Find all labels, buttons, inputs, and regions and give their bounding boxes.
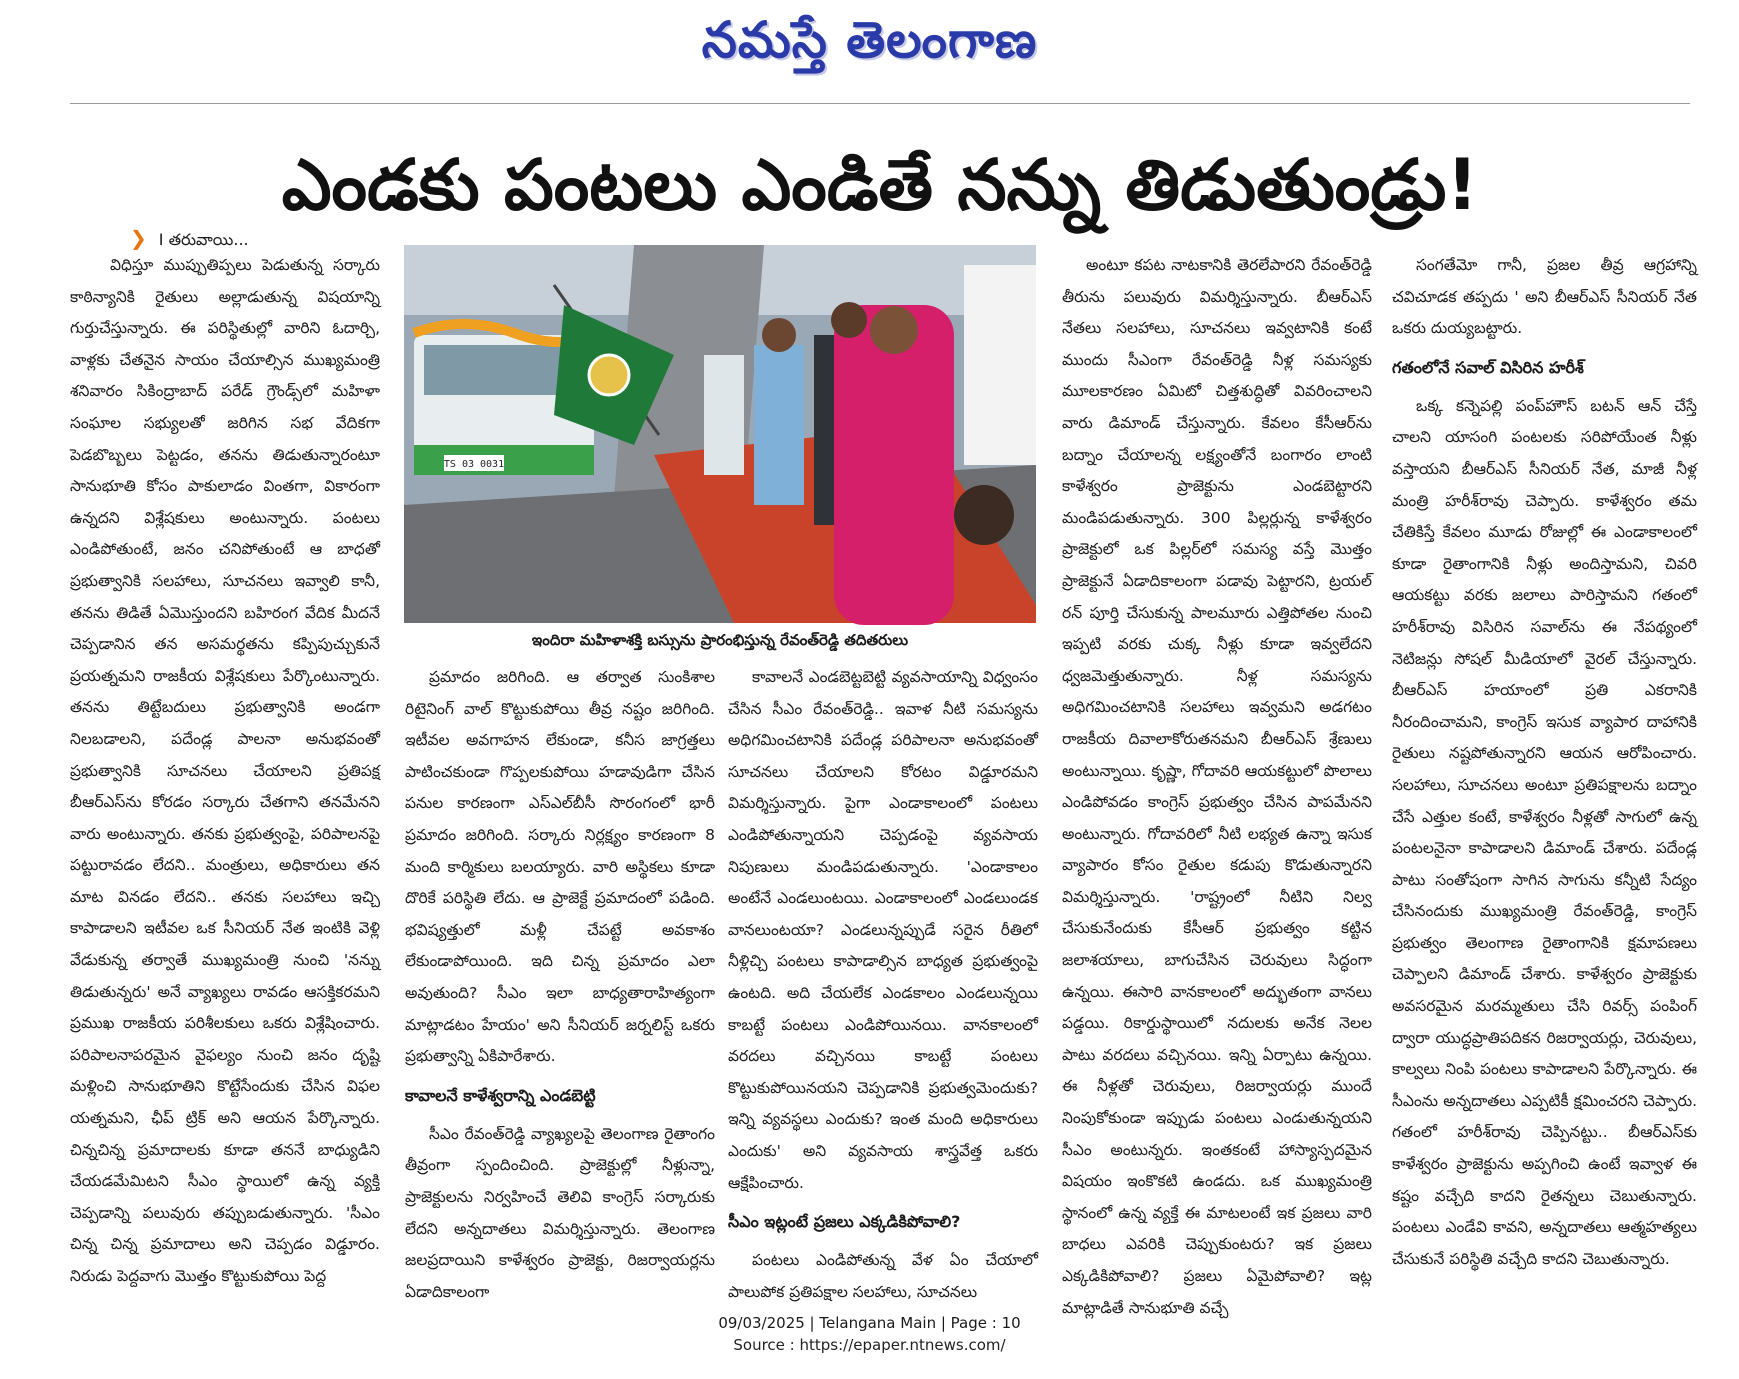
subheading: కావాలనే కాళేశ్వరాన్ని ఎండబెట్టి [405,1085,596,1105]
article-column-4 [1062,250,1372,1317]
continuation-label: I తరువాయి... [158,230,249,249]
news-photo [404,245,1036,623]
paragraph: పంటలు ఎండిపోతున్న వేళ ఏం చేయాలో పాలుపోక ప్రతిపక్షాల సలహాలు, సూచనలు [728,1251,1038,1301]
paragraph: విధిస్తూ ముప్పుతిప్పలు పెడుతున్న సర్కారు కాఠిన్యానికి రైతులు అల్లాడుతున్న విషయాన్ని గుర్తుచేస్తున్నారు. ఈ పరిస్థితుల్లో వారిని ఓదార్చి, వాళ్లకు చేతనైన సాయం చేయాల్సిన ముఖ్యమంత్రి శనివారం సికింద్రాబాద్ పరేడ్ గ్రౌండ్స్‌లో మహిళా సంఘాల సభ్యులతో జరిగిన సభ వేదికగా పెడబొబ్బలు పెట్టడం, తనను తిడుతున్నారంటూ సానుభూతి కోసం పాకులాడం వింతగా, వికారంగా ఉన్నదని విశ్లేషకులు అంటున్నారు. పంటలు ఎండిపోతుంటే, జనం చనిపోతుంటే ఆ బాధతో ప్రభుత్వానికి సలహాలు, సూచనలు ఇవ్వాలి కానీ, తనను తిడితే ఏమొస్తుందని బహిరంగ వేదిక మీదనే చెప్పడానిన తన అసమర్థతను కప్పిపుచ్చుకునే ప్రయత్నమని రాజకీయ విశ్లేషకులు పేర్కొంటున్నారు. తనను తిట్టేబదులు ప్రభుత్వానికి అండగా నిలబడాలని, పదేండ్ల పాలనా అనుభవంతో ప్రభుత్వానికి సూచనలు చేయాలని ప్రతిపక్ష బీఆర్‌ఎస్‌ను కోరడం సర్కారు చేతగాని తనమేనని వారు అంటున్నారు. తనకు ప్రభుత్వంపై, పరిపాలనపై పట్టురావడం లేదని.. మంత్రులు, అధికారులు తన మాట వినడం లేదని.. తనకు సలహాలు ఇచ్చి కాపాడాలని ఇటీవల ఒక సీనియర్ నేత ఇంటికి వెళ్లి వేడుకున్న తర్వాతే ముఖ్యమంత్రి నుంచి 'నన్ను తిడుతున్నరు' అనే వ్యాఖ్యలు రావడం ఆసక్తికరమని ప్రముఖ రాజకీయ పరిశీలకులు ఒకరు విశ్లేషించారు. పరిపాలనాపరమైన వైఫల్యం నుంచి జనం దృష్టి మళ్లించి సానుభూతిని కొట్టేసేందుకు చేసిన విఫల యత్నమని, ఛీప్ ట్రిక్ అని ఆయన పేర్కొన్నారు. చిన్నచిన్న ప్రమాదాలకు కూడా తననే బాధ్యుడిని చేయడమేమిటని సీఎం స్థాయిలో ఉన్న వ్యక్తి చెప్పడాన్ని పలువురు తప్పుబడుతున్నారు. 'సీఎం చిన్న చిన్న ప్రమాదాలు అని చెప్పడం విడ్డూరం. నిరుడు పెద్దవాగు మొత్తం కొట్టుకుపోయి పెద్ద [70,256,380,1285]
subheading: సీఎం ఇట్లంటే ప్రజలు ఎక్కడికిపోవాలి? [728,1212,961,1232]
article-column-2 [405,662,715,1301]
paragraph: అంటూ కపట నాటకానికి తెరలేపారని రేవంత్‌రెడ్డి తీరును పలువురు విమర్శిస్తున్నారు. బీఆర్‌ఎస్ నేతలు సలహాలు, సూచనలు ఇవ్వటానికి కంటే ముందు సీఎంగా రేవంత్‌రెడ్డి నీళ్ల సమస్యకు మూలకారణం ఏమిటో చిత్తశుద్ధితో వివరించాలని వారు డిమాండ్ చేస్తున్నారు. కేవలం కేసీఆర్‌ను బద్నాం చేయాలన్న లక్ష్యంతోనే బంగారం లాంటి కాళేశ్వరం ప్రాజెక్టును ఎండబెట్టారని మండిపడుతున్నారు. 300 పిల్లర్లున్న కాళేశ్వరం ప్రాజెక్టులో ఒక పిల్లర్‌లో సమస్య వస్తే మొత్తం ప్రాజెక్టునే ఏడాదికాలంగా పడావు పెట్టారని, ట్రయల్ రన్ పూర్తి చేసుకున్న పాలమూరు ఎత్తిపోతల నుంచి ఇప్పటి వరకు చుక్క నీళ్లు కూడా ఇవ్వలేదని ధ్వజమెత్తుతున్నారు. నీళ్ల సమస్యను అధిగమించటానికి సలహాలు ఇవ్వమని అడగటం రాజకీయ దివాలాకోరుతనమని బీఆర్‌ఎస్ శ్రేణులు అంటున్నాయి. కృష్ణా, గోదావరి ఆయకట్టులో పొలాలు ఎండిపోవడం కాంగ్రెస్ ప్రభుత్వం చేసిన పాపమేనని అంటున్నారు. గోదావరిలో నీటి లభ్యత ఉన్నా ఇసుక వ్యాపారం కోసం రైతుల కడుపు కొడుతున్నారని విమర్శిస్తున్నారు. 'రాష్ట్రంలో నీటిని నిల్వ చేసుకునేందుకు కేసీఆర్ ప్రభుత్వం కట్టిన జలాశయాలు, బాగుచేసిన చెరువులు సిద్ధంగా ఉన్నయి. ఈసారి వానకాలంలో అద్భుతంగా వానలు పడ్డయి. రికార్డుస్థాయిలో నదులకు అనేక నెలల పాటు వరదలు వచ్చినయి. ఇన్ని ఏర్పాటు ఉన్నయి. ఈ నీళ్లతో చెరువులు, రిజర్వాయర్లు ముందే నింపుకోకుండా ఇప్పుడు పంటలు ఎండుతున్నయని సీఎం అంటున్నరు. ఇంతకంటే హాస్యాస్పదమైన విషయం ఇంకొకటి ఉండదు. ఒక ముఖ్యమంత్రి స్థానంలో ఉన్న వ్యక్తే ఈ మాటలంటే ఇక ప్రజలు వారి బాధలు ఎవరికి చెప్పుకుంటరు? ఇక ప్రజలు ఎక్కడికిపోవాలి? ప్రజలు ఏమైపోవాలి? ఇట్ల మాట్లాడితే సానుభూతి వచ్చే [1062,256,1372,1317]
paragraph: సీఎం రేవంత్‌రెడ్డి వ్యాఖ్యలపై తెలంగాణ రైతాంగం తీవ్రంగా స్పందించింది. ప్రాజెక్టుల్లో నీళ్లున్నా, ప్రాజెక్టులను నిర్వహించే తెలివి కాంగ్రెస్ సర్కారుకు లేదని అన్నదాతలు విమర్శిస్తున్నారు. తెలంగాణ జలప్రదాయిని కాళేశ్వరం ప్రాజెక్టు, రిజర్వాయర్లను ఏడాదికాలంగా [405,1124,715,1301]
footer-dateline: 09/03/2025 | Telangana Main | Page : 10 [718,1314,1021,1332]
continuation-marker [130,226,249,250]
article-column-5 [1392,250,1697,1280]
headline: ఎండకు పంటలు ఎండితే నన్ను తిడుతుండ్రు! [281,144,1479,226]
paragraph: ప్రమాదం జరిగింది. ఆ తర్వాత సుంకిశాల రిటైనింగ్ వాల్ కొట్టుకుపోయి తీవ్ర నష్టం జరిగింది. ఇటీవల అవగాహన లేకుండా, కనీస జాగ్రత్తలు పాటించకుండా గొప్పలకుపోయి హడావుడిగా చేసిన పనుల కారణంగా ఎస్‌ఎల్‌బీసీ సొరంగంలో భారీ ప్రమాదం జరిగింది. సర్కారు నిర్లక్ష్యం కారణంగా 8 మంది కార్మికులు బలయ్యారు. వారి అస్థికలు కూడా దొరికే పరిస్థితి లేదు. ఆ ప్రాజెక్టే ప్రమాదంలో పడింది. భవిష్యత్తులో మళ్లీ చేపట్టే అవకాశం లేకుండాపోయింది. ఇది చిన్న ప్రమాదం ఎలా అవుతుంది? సీఎం ఇలా బాధ్యతారాహిత్యంగా మాట్లాడటం హేయం' అని సీనియర్ జర్నలిస్ట్ ఒకరు ప్రభుత్వాన్ని ఏకిపారేశారు. [405,668,715,1066]
paragraph: కావాలనే ఎండబెట్టబెట్టి వ్యవసాయాన్ని విధ్వంసం చేసిన సీఎం రేవంత్‌రెడ్డి.. ఇవాళ నీటి సమస్యను అధిగమించటానికి పదేండ్ల పరిపాలనా అనుభవంతో సూచనలు చేయాలని కోరటం విడ్డూరమని విమర్శిస్తున్నారు. పైగా ఎండాకాలంలో పంటలు ఎండిపోతున్నాయని చెప్పడంపై వ్యవసాయ నిపుణులు మండిపడుతున్నారు. 'ఎండాకాలం అంటేనే ఎండలుంటయి. ఎండాకాలంలో ఎండలుండక వానలుంటయా? ఎండలున్నప్పుడే సరైన రీతిలో నీళ్లిచ్చి పంటలు కాపాడాల్సిన బాధ్యత ప్రభుత్వంపై ఉంటది. అది చేయలేక ఎండకాలం ఎండలున్నయి కాబట్టే పంటలు ఎండిపోయినయి. వానకాలంలో వరదలు వచ్చినయి కాబట్టే పంటలు కొట్టుకుపోయినయని చెప్పడానికి ప్రభుత్వమెందుకు? ఇన్ని వ్యవస్థలు ఎందుకు? ఇంత మంది అధికారులు ఎందుకు' అని వ్యవసాయ శాస్త్రవేత్త ఒకరు ఆక్షేపించారు. [728,668,1038,1192]
article-column-3 [728,662,1038,1301]
chevron-right-icon: ❯ [130,226,147,250]
paragraph: ఒక్క కన్నెపల్లి పంప్‌హౌస్ బటన్ ఆన్ చేస్తే చాలని యాసంగి పంటలకు సరిపోయేంత నీళ్లు వస్తాయని బీఆర్‌ఎస్ సీనియర్ నేత, మాజీ నీళ్ల మంత్రి హరీశ్‌రావు చెప్పారు. కాళేశ్వరం తమ చేతికిస్తే కేవలం మూడు రోజుల్లో ఈ ఎండాకాలంలో కూడా రైతాంగానికి నీళ్లు అందిస్తామని, చివరి ఆయకట్టు వరకు జలాలు పారిస్తామని గతంలో హరీశ్‌రావు విసిరిన సవాల్‌ను ఈ నేపథ్యంలో నెటిజన్లు సోషల్ మీడియాలో వైరల్ చేస్తున్నారు. బీఆర్‌ఎస్ హయాంలో ప్రతి ఎకరానికి నీరందించామని, కాంగ్రెస్ ఇసుక వ్యాపార దాహానికి రైతులు నష్టపోతున్నారని ఆయన ఆరోపించారు. సలహాలు, సూచనలు అంటూ ప్రతిపక్షాలను బద్నాం చేసే ఎత్తుల కంటే, కాళేశ్వరం నీళ్లతో సాగులో ఉన్న పంటలనైనా కాపాడాలని డిమాండ్ చేశారు. పదేండ్ల పాటు సంతోషంగా సాగిన సాగును కన్నీటి సేద్యం చేసినందుకు ముఖ్యమంత్రి రేవంత్‌రెడ్డి, కాంగ్రెస్ ప్రభుత్వం తెలంగాణ రైతాంగానికి క్షమాపణలు చెప్పాలని డిమాండ్ చేశారు. కాళేశ్వరం ప్రాజెక్టుకు అవసరమైన మరమ్మతులు చేసి రివర్స్ పంపింగ్ ద్వారా యుద్ధప్రాతిపదికన రిజర్వాయర్లు, చెరువులు, కాల్వలు నింపి పంటలు కాపాడాలని పేర్కొన్నారు. ఈ సీఎంను అన్నదాతలు ఎప్పటికీ క్షమించరని చెప్పారు. గతంలో హరీశ్‌రావు చెప్పినట్టు.. బీఆర్‌ఎస్‌కు కాళేశ్వరం ప్రాజెక్టును అప్పగించి ఉంటే ఇవ్వాళ ఈ కష్టం వచ్చేది కాదని రైతన్నలు చెబుతున్నారు. పంటలు ఎండేవి కావని, అన్నదాతలు ఆత్మహత్యలు చేసుకునే పరిస్థితి వచ్చేది కాదని చెబుతున్నారు. [1392,396,1697,1268]
masthead [0,0,1739,92]
masthead-rule [70,103,1690,104]
subheading: గతంలోనే సవాల్ విసిరిన హరీశ్ [1392,357,1584,377]
bus-plate: TS 03 0031 [443,459,505,470]
photo-illustration [404,245,1036,623]
footer-source: Source : https://epaper.ntnews.com/ [733,1336,1006,1354]
photo-caption: ఇందిరా మహిళాశక్తి బస్సును ప్రారంభిస్తున్న రేవంత్‌రెడ్డి తదితరులు [531,631,909,649]
paragraph: సంగతేమో గానీ, ప్రజల తీవ్ర ఆగ్రహాన్ని చవిచూడక తప్పదు ' అని బీఆర్‌ఎస్ సీనియర్ నేత ఒకరు దుయ్యబట్టారు. [1392,256,1697,338]
footer [0,1312,1739,1356]
article-column-1 [70,250,380,1285]
masthead-logo: నమస్తే తెలంగాణ [701,10,1038,69]
